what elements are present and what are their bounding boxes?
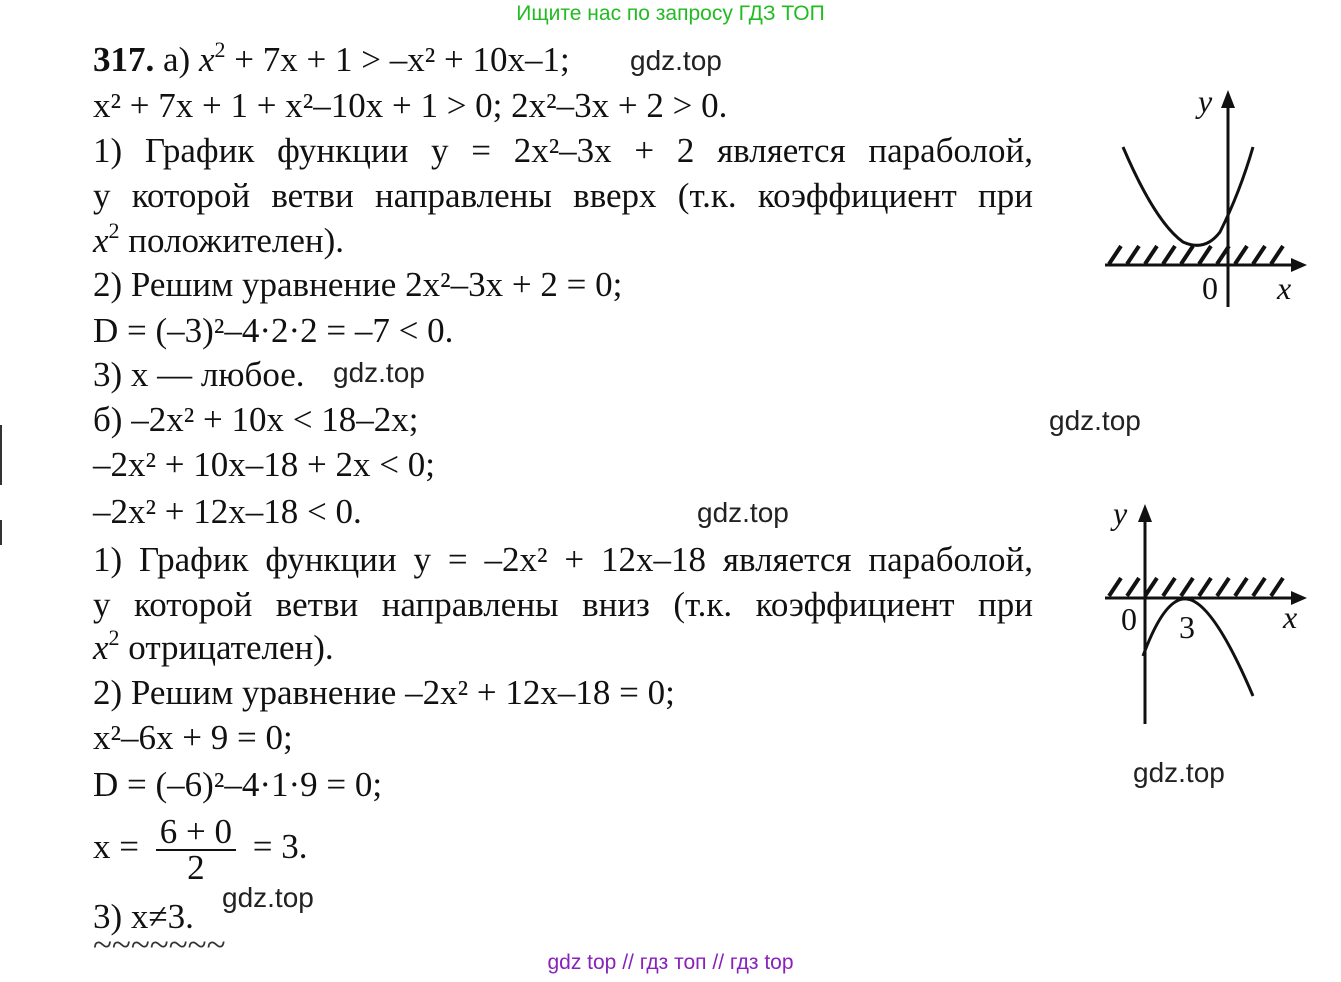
graph-b [1095,496,1315,726]
graph-a-y-label: y [1198,83,1213,119]
line-b2: –2x² + 10x–18 + 2x < 0; [93,445,435,484]
line-b10 [93,812,308,885]
line-b1 [93,400,418,440]
fraction-numerator: 6 + 0 [156,815,236,851]
graph-a-x-label: x [1277,270,1292,306]
graph-b-x-label: x [1283,599,1298,635]
cut-off-line: ~~~~~~~ [93,925,226,964]
graph-a [1095,82,1315,312]
line-a1-text: + 7x + 1 > –x² + 10x–1; [234,40,570,79]
graph-b-origin-label: 0 [1121,601,1137,637]
watermark: gdz.top [222,882,314,913]
watermark: gdz.top [333,357,425,388]
line-a2: x² + 7x + 1 + x²–10x + 1 > 0; 2x²–3x + 2 > 0. [93,86,728,125]
line-b7: 2) Решим уравнение –2x² + 12x–18 = 0; [93,673,675,712]
part-a-label: а) [163,40,191,79]
line-b5: у которой ветви направлены вниз (т.к. коэффициент при [93,585,1033,624]
line-b4: 1) График функции y = –2x² + 12x–18 является параболой, [93,540,1033,579]
line-a3: 1) График функции y = 2x²–3x + 2 является параболой, [93,131,1033,170]
line-b6: $x^2$ отрицателен). [93,625,334,667]
line-a1: 317. а) $x^2 + 7x + 1 > -x^2 + 10x-1$; [93,37,570,79]
left-edge-mark [0,520,2,545]
line-a5-text: положителен). [128,221,345,260]
fraction-denominator: 2 [187,847,205,887]
watermark: gdz.top [630,45,722,76]
line-a6: 2) Решим уравнение 2x²–3x + 2 = 0; [93,265,623,304]
watermark: gdz.top [697,497,789,528]
line-a8: 3) x — любое. [93,355,305,394]
line-b8: x²–6x + 9 = 0; [93,718,293,757]
left-edge-mark [0,425,2,485]
fraction-lhs: x = [93,827,139,866]
graph-b-vertex-label: 3 [1179,609,1195,645]
line-b1-text: –2x² + 10x < 18–2x; [131,400,419,439]
line-b3: –2x² + 12x–18 < 0. [93,492,362,531]
footer-links[interactable]: gdz top // гдз топ // гдз top [547,951,794,974]
line-b6-text: отрицателен). [128,628,334,667]
fraction-rhs: = 3. [252,827,308,866]
line-b9: D = (–6)²–4·1·9 = 0; [93,765,383,804]
line-b11: 3) x≠3. [93,897,194,936]
header-banner[interactable]: Ищите нас по запросу ГДЗ ТОП [516,2,825,25]
fraction [156,811,236,887]
graph-a-origin-label: 0 [1202,270,1218,306]
watermark: gdz.top [1133,757,1225,788]
part-b-label: б) [93,400,123,439]
line-a5: $x^2$ положителен). [93,218,345,260]
problem-number: 317. [93,40,155,79]
watermark: gdz.top [1049,405,1141,436]
line-a4: у которой ветви направлены вверх (т.к. коэффициент при [93,176,1033,215]
graph-b-y-label: y [1113,495,1128,531]
line-a7: D = (–3)²–4·2·2 = –7 < 0. [93,311,454,350]
